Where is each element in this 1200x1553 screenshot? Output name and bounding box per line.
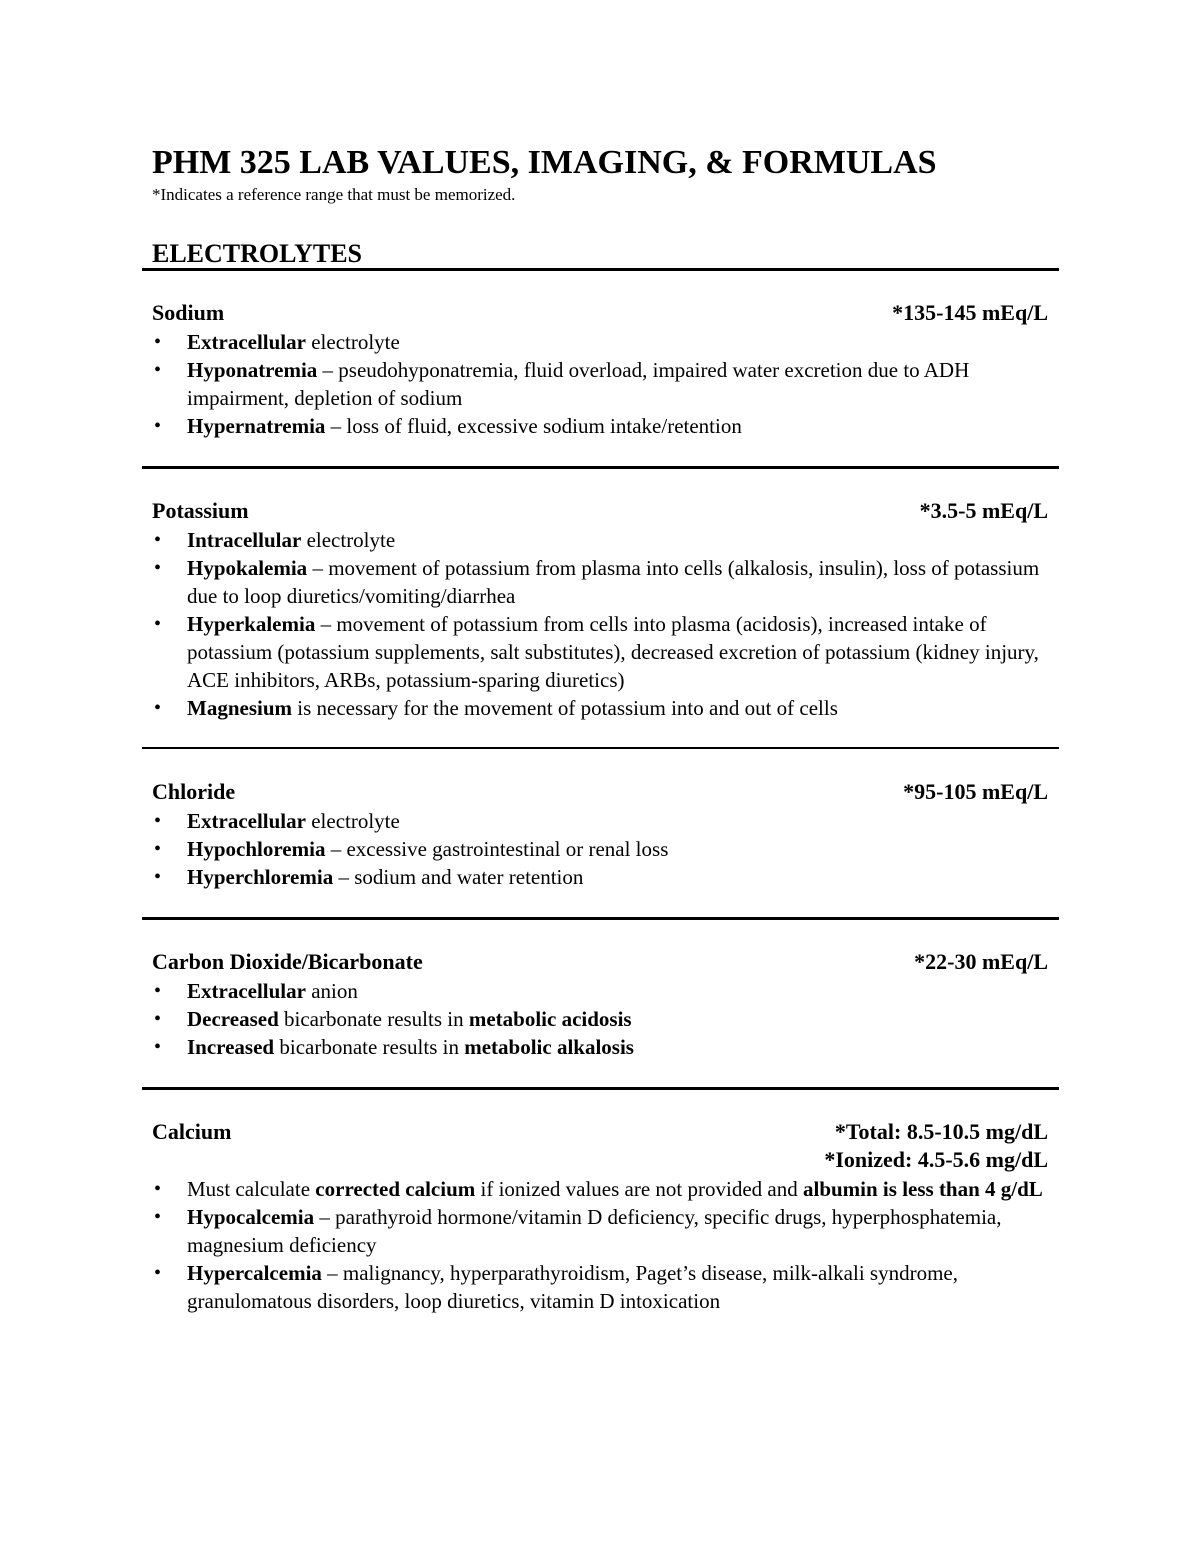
bullet-term: Hyponatremia: [187, 358, 318, 382]
calcium-title: Calcium: [152, 1119, 232, 1144]
bullet-term: Extracellular: [187, 979, 306, 1003]
sodium-bullets: [152, 328, 1048, 440]
list-item: [152, 1005, 1047, 1033]
list-item: [152, 977, 1047, 1005]
section-divider: [142, 747, 1059, 749]
bullet-term: Hyperchloremia: [187, 865, 334, 889]
bicarbonate-bullets: [152, 977, 1048, 1061]
section-divider: [142, 1087, 1059, 1090]
sodium-header: [152, 298, 1048, 328]
bullet-text: – loss of fluid, excessive sodium intake/retention: [325, 414, 742, 438]
bicarbonate-header: [152, 947, 1048, 977]
section-sodium: [152, 298, 1048, 440]
bullet-text: electrolyte: [301, 528, 396, 552]
potassium-range: *3.5-5 mEq/L: [919, 498, 1048, 523]
bullet-term: Extracellular: [187, 809, 306, 833]
bullet-text: – movement of potassium from plasma into cells (alkalosis, insulin), loss of potassium due to loop diuretics/vomiting/diarrhea: [187, 556, 1040, 608]
bullet-text: electrolyte: [305, 330, 400, 354]
section-divider: [142, 466, 1059, 469]
sodium-title: Sodium: [152, 300, 225, 325]
list-item: [152, 356, 1047, 412]
chloride-range: *95-105 mEq/L: [903, 779, 1048, 804]
bullet-text: bicarbonate results in: [278, 1007, 469, 1031]
bullet-text: – malignancy, hyperparathyroidism, Paget’s disease, milk-alkali syndrome, granulomatous disorders, loop diuretics, vitamin D intoxication: [187, 1261, 958, 1313]
chloride-header: [152, 777, 1048, 807]
list-item: [152, 807, 1047, 835]
bullet-text: – sodium and water retention: [333, 865, 584, 889]
document-subtitle: *Indicates a reference range that must be memorized.: [152, 185, 516, 204]
bullet-text: – pseudohyponatremia, fluid overload, impaired water excretion due to ADH impairment, depletion of sodium: [187, 358, 970, 410]
bullet-text: anion: [305, 979, 358, 1003]
chloride-title: Chloride: [152, 779, 236, 804]
bullet-term: Hypocalcemia: [187, 1205, 315, 1229]
list-item: [152, 1175, 1047, 1203]
section-heading-electrolytes: ELECTROLYTES: [152, 239, 363, 268]
bullet-term: Hypochloremia: [187, 837, 326, 861]
chloride-bullets: [152, 807, 1048, 891]
section-calcium: [152, 1117, 1048, 1315]
heading-underline: [142, 268, 1059, 271]
section-potassium: [152, 496, 1048, 722]
bullet-term: Increased: [187, 1035, 275, 1059]
potassium-bullets: [152, 526, 1048, 722]
bullet-term: Hypokalemia: [187, 556, 308, 580]
bullet-term: corrected calcium: [315, 1177, 476, 1201]
calcium-range-ionized: *Ionized: 4.5-5.6 mg/dL: [824, 1147, 1048, 1172]
bullet-term: Hypernatremia: [187, 414, 326, 438]
list-item: [152, 1259, 1047, 1315]
bullet-text: electrolyte: [305, 809, 400, 833]
bullet-text: – movement of potassium from cells into plasma (acidosis), increased intake of potassium (potassium supplements, salt substitutes), decreased excretion of potassium (kidney injury, ACE inhibitors, ARBs, potassium-sparing diuretics): [187, 612, 1039, 692]
potassium-title: Potassium: [152, 498, 249, 523]
calcium-bullets: [152, 1175, 1048, 1315]
bullet-term: Hyperkalemia: [187, 612, 316, 636]
list-item: [152, 1033, 1047, 1061]
bullet-term: Hypercalcemia: [187, 1261, 322, 1285]
list-item: [152, 1203, 1047, 1259]
section-chloride: [152, 777, 1048, 891]
bicarbonate-range: *22-30 mEq/L: [914, 949, 1048, 974]
bullet-term: metabolic acidosis: [468, 1007, 632, 1031]
bullet-text: – excessive gastrointestinal or renal loss: [325, 837, 669, 861]
list-item: [152, 863, 1047, 891]
list-item: [152, 694, 1047, 722]
list-item: [152, 610, 1047, 694]
bullet-term: Decreased: [187, 1007, 279, 1031]
bullet-text: is necessary for the movement of potassium into and out of cells: [292, 696, 838, 720]
list-item: [152, 554, 1047, 610]
list-item: [152, 412, 1047, 440]
bullet-term: metabolic alkalosis: [464, 1035, 634, 1059]
bullet-term: Extracellular: [187, 330, 306, 354]
list-item: [152, 835, 1047, 863]
list-item: [152, 526, 1047, 554]
calcium-range-total: *Total: 8.5-10.5 mg/dL: [834, 1119, 1048, 1144]
sodium-range: *135-145 mEq/L: [892, 300, 1048, 325]
list-item: [152, 328, 1047, 356]
bullet-text: Must calculate: [187, 1177, 316, 1201]
calcium-header: [152, 1117, 1048, 1175]
section-bicarbonate: [152, 947, 1048, 1061]
bullet-term: Intracellular: [187, 528, 302, 552]
bullet-text: if ionized values are not provided and: [475, 1177, 803, 1201]
bicarbonate-title: Carbon Dioxide/Bicarbonate: [152, 949, 423, 974]
document-title: PHM 325 LAB VALUES, IMAGING, & FORMULAS: [152, 144, 937, 181]
bullet-text: bicarbonate results in: [274, 1035, 465, 1059]
section-divider: [142, 917, 1059, 920]
bullet-term: albumin is less than 4 g/dL: [802, 1177, 1043, 1201]
potassium-header: [152, 496, 1048, 526]
bullet-term: Magnesium: [187, 696, 292, 720]
bullet-text: – parathyroid hormone/vitamin D deficiency, specific drugs, hyperphosphatemia, magnesium deficiency: [187, 1205, 1002, 1257]
